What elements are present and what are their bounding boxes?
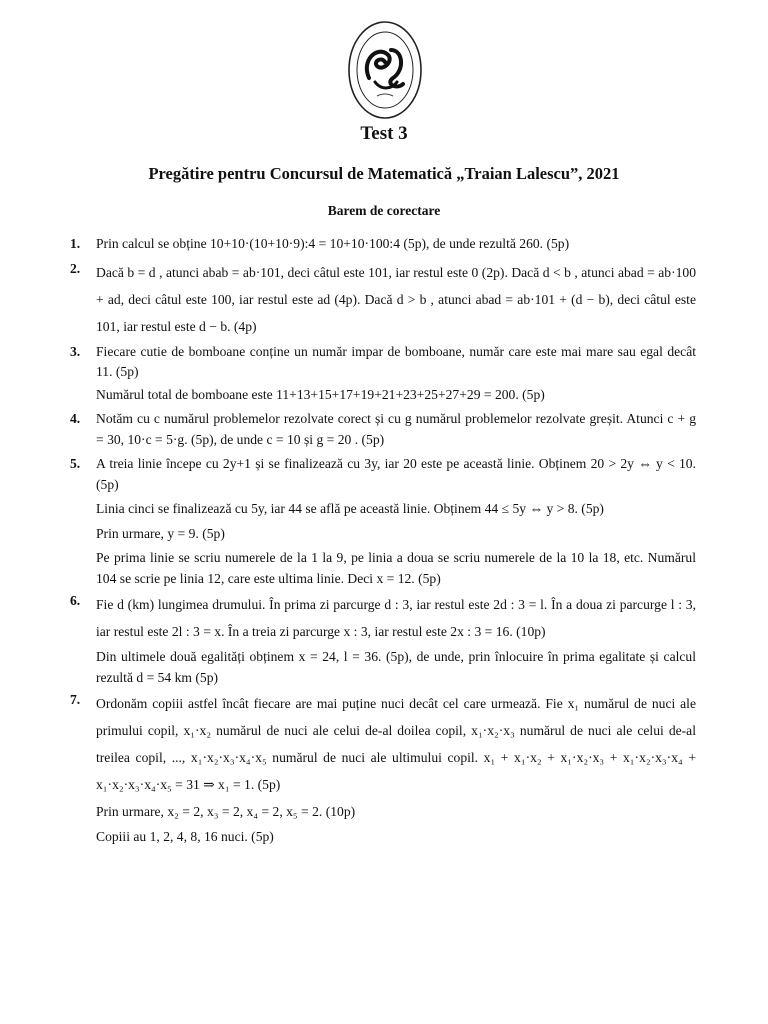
item-text: Prin urmare, y = 9. (5p) xyxy=(96,525,225,541)
list-item xyxy=(70,454,696,589)
school-emblem-icon xyxy=(347,20,423,120)
item-number: 1. xyxy=(70,236,81,251)
item-text: A treia linie începe cu 2y+1 și se finalizează cu 3y, iar 20 este pe această linie. Obținem 20 > 2y ⇔ y < 10. (5p) xyxy=(96,456,696,492)
list-item xyxy=(70,342,696,406)
list-item xyxy=(70,690,696,847)
solutions-list xyxy=(70,234,696,849)
item-number: 4. xyxy=(70,411,81,426)
list-item xyxy=(70,409,696,450)
section-heading: Barem de corectare xyxy=(327,203,441,218)
item-number: 6. xyxy=(70,593,81,608)
page-subtitle: Pregătire pentru Concursul de Matematică „Traian Lalescu”, 2021 xyxy=(148,164,620,183)
item-number: 5. xyxy=(70,456,81,471)
list-item xyxy=(70,591,696,688)
item-text: Din ultimele două egalități obținem x = 24, l = 36. (5p), de unde, prin înlocuire în prima egalitate și calcul rezultă d = 54 km (5p) xyxy=(96,649,696,685)
item-text: Numărul total de bomboane este 11+13+15+17+19+21+23+25+27+29 = 200. (5p) xyxy=(96,386,545,402)
item-number: 7. xyxy=(70,692,81,707)
item-number: 3. xyxy=(70,343,81,359)
item-text: Pe prima linie se scriu numerele de la 1 la 9, pe linia a doua se scriu numerele de la 10 la 18, etc. Numărul 104 se scrie pe linia 12, care este ultima linie. Deci x = 12. (5p) xyxy=(96,550,696,586)
item-text: Linia cinci se finalizează cu 5y, iar 44 se află pe această linie. Obținem 44 ≤ 5y ⇔ y > 8. (5p) xyxy=(96,501,604,516)
item-text: Dacă b = d , atunci abab = ab·101, deci câtul este 101, iar restul este 0 (2p). Dacă d < b , atunci abad = ab·100 + ad, deci câtul este 100, iar restul este ad (4p). Dacă d > b , atunci abad = ab·101 + (d − b), deci câtul este 101, iar restul este d − b. (4p) xyxy=(96,264,696,334)
list-item xyxy=(70,234,696,255)
item-text: Ordonăm copiii astfel încât fiecare are mai puține nuci decât cel care urmează. Fie x₁ numărul de nuci ale primului copil, x₁·x₂ numărul de nuci ale celui de-al doilea copil, x₁·x₂·x₃ numărul de nuci ale celui de-al treilea copil, ..., x₁·x₂·x₃·x₄·x₅ numărul de nuci ale ultimului copil. x₁ + x₁·x₂ + x₁·x₂·x₃ + x₁·x₂·x₃·x₄ + x₁·x₂·x₃·x₄·x₅ = 31 ⇒ x₁ = 1. (5p) xyxy=(96,696,696,792)
item-text: Copiii au 1, 2, 4, 8, 16 nuci. (5p) xyxy=(96,828,274,844)
item-text: Prin calcul se obține 10+10·(10+10·9):4 = 10+10·100:4 (5p), de unde rezultă 260. (5p) xyxy=(96,236,570,251)
item-number: 2. xyxy=(70,260,81,276)
page-title: Test 3 xyxy=(360,123,408,144)
item-text: Notăm cu c numărul problemelor rezolvate corect și cu g numărul problemelor rezolvate greșit. Atunci c + g = 30, 10·c = 5·g. (5p), de unde c = 10 și g = 20 . (5p) xyxy=(96,411,696,447)
item-text: Fiecare cutie de bomboane conține un număr impar de bomboane, număr care este mai mare sau egal decât 11. (5p) xyxy=(96,343,696,379)
list-item xyxy=(70,259,696,340)
item-text: Fie d (km) lungimea drumului. În prima zi parcurge d : 3, iar restul este 2d : 3 = l. În a doua zi parcurge l : 3, iar restul este 2l : 3 = x. În a treia zi parcurge x : 3, iar restul este 2x : 3 = 16. (10p) xyxy=(96,597,696,639)
item-text: Prin urmare, x₂ = 2, x₃ = 2, x₄ = 2, x₅ = 2. (10p) xyxy=(96,804,356,819)
school-logo xyxy=(347,20,423,120)
